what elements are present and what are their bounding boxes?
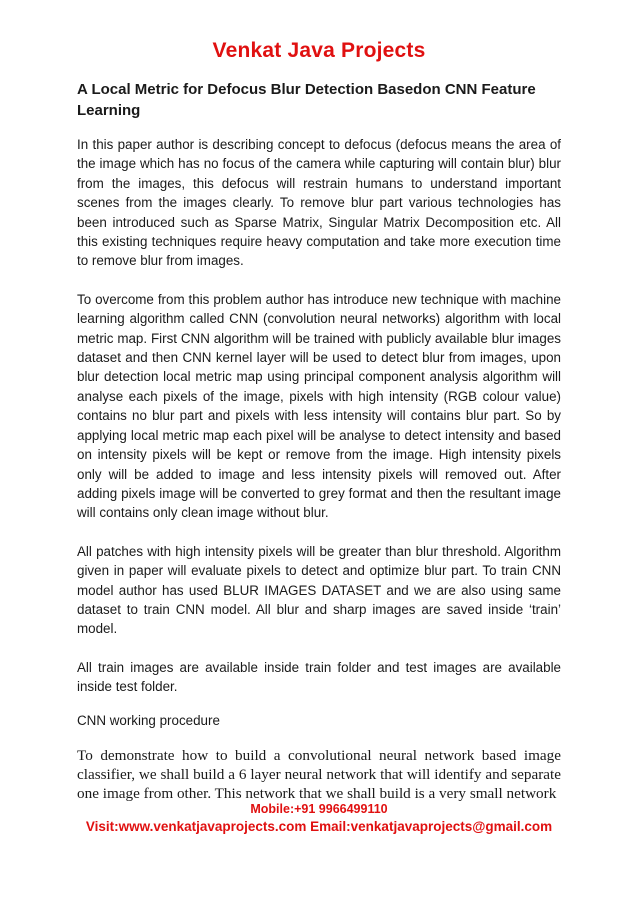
article-heading: A Local Metric for Defocus Blur Detection Basedon CNN Feature Learning	[77, 81, 536, 119]
article-body	[77, 79, 561, 804]
section-subheading: CNN working procedure	[77, 712, 220, 728]
paragraph-train-test-folders: All train images are available inside train folder and test images are available inside test folder.	[77, 659, 561, 695]
paragraph-blur-threshold: All patches with high intensity pixels will be greater than blur threshold. Algorithm given in paper will evaluate pixels to detect and optimize blur part. To train CNN model author has used BLUR IMAGES DATASET and we are also using same dataset to train CNN model. All blur and sharp images are saved inside ‘train’ model.	[77, 543, 561, 637]
page-title: Venkat Java Projects	[212, 39, 426, 62]
footer-mobile: Mobile:+91 9966499110	[250, 802, 388, 816]
paragraph-defocus-intro: In this paper author is describing concept to defocus (defocus means the area of the image which has no focus of the camera while capturing will contain blur) blur from the images, this defocus will restrain humans to understand important scenes from the images clearly. To remove blur part various technologies has been introduced such as Sparse Matrix, Singular Matrix Decomposition etc. All this existing techniques require heavy computation and take more execution time to remove blur from images.	[77, 137, 561, 269]
paragraph-cnn-technique: To overcome from this problem author has introduce new technique with machine learning algorithm called CNN (convolution neural networks) algorithm with local metric map. First CNN algorithm will be trained with publicly available blur images dataset and then CNN kernel layer will be used to detect blur from images, upon blur detection local metric map using principal component analysis algorithm will analyse each pixels of the image, pixels with high intensity (RGB colour value) contains no blur part and pixels with less intensity will contains blur part. So by applying local metric map each pixel will be analyse to detect intensity and based on intensity pixels will be kept or remove from the image. High intensity pixels only will be added to image and less intensity pixels will removed out. After adding pixels image will be converted to grey format and then the resultant image will contains only clean image without blur.	[77, 291, 561, 521]
paragraph-cnn-procedure: To demonstrate how to build a convolutional neural network based image classifier, we shall build a 6 layer neural network that will identify and separate one image from other. This network that we shall build is a very small network	[77, 746, 561, 803]
footer-contact: Visit:www.venkatjavaprojects.com Email:venkatjavaprojects@gmail.com	[85, 819, 553, 834]
